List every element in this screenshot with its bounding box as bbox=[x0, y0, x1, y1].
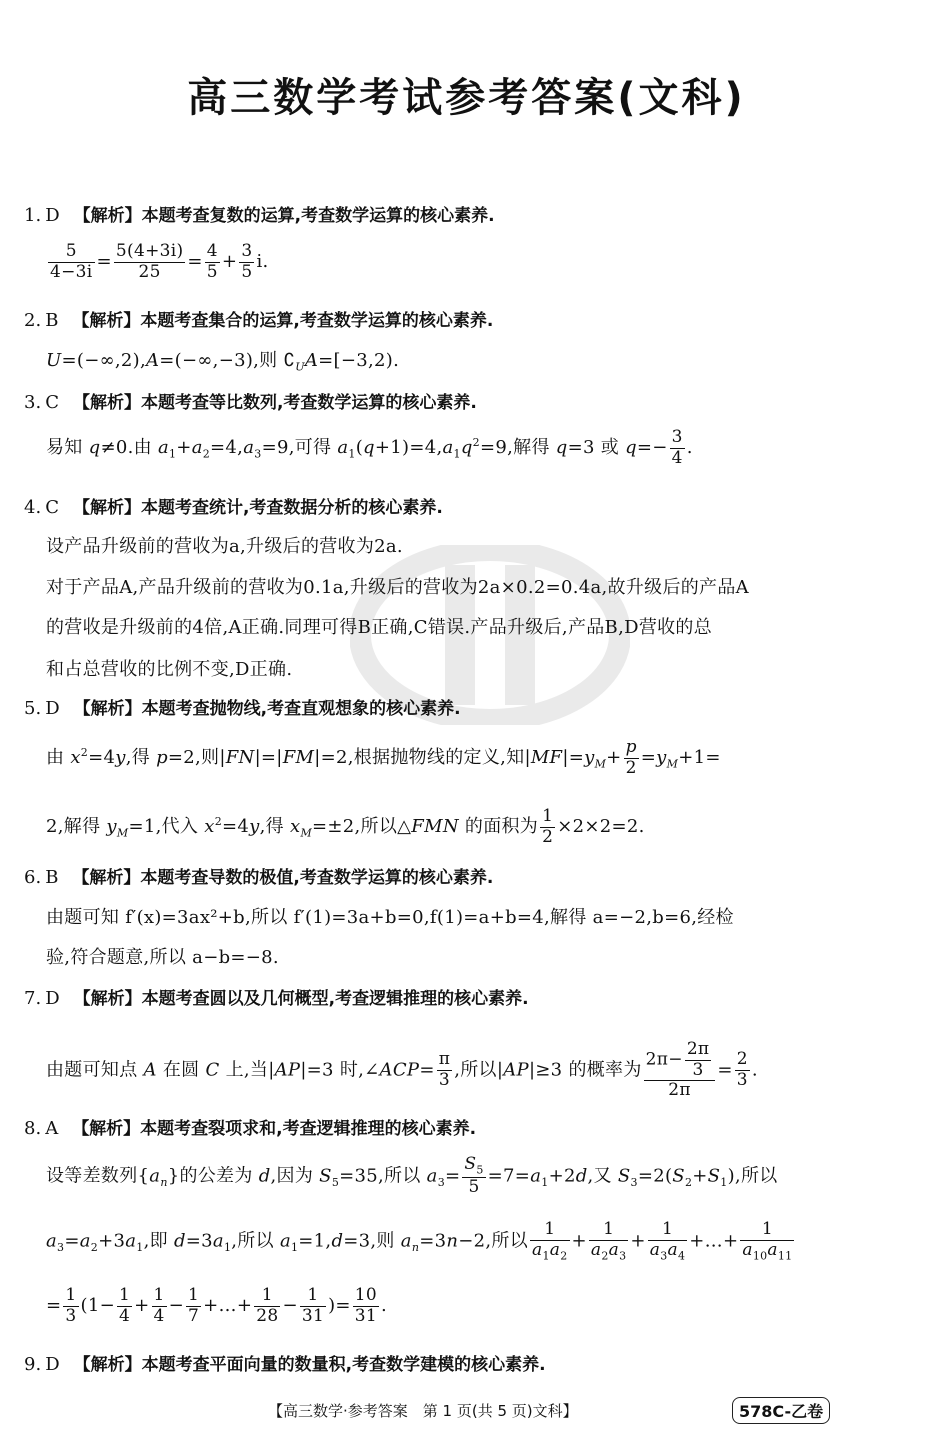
exam-code-badge: 578C-乙卷 bbox=[732, 1397, 830, 1424]
question-4-line-4: 和占总营收的比例不变,D正确. bbox=[46, 659, 293, 680]
question-6-header: 6. B 【解析】本题考查导数的极值,考查数学运算的核心素养. bbox=[24, 867, 494, 888]
question-1-header: 1. D 【解析】本题考查复数的运算,考查数学运算的核心素养. bbox=[24, 205, 495, 226]
question-3-header: 3. C 【解析】本题考查等比数列,考查数学运算的核心素养. bbox=[24, 392, 477, 413]
question-5-line-2: 2,解得 $y_M=1$,代入 $x^2=4y$,得 $x_M=\pm 2$,所以△FMN 的面积为 $\frac{1}{2}$ ×2×2=2. bbox=[46, 806, 645, 847]
question-1-formula: $\frac{5}{4-3i}$ = $\frac{5(4+3i)}{25}$ = $\frac{4}{5}$ + $\frac{3}{5}$ i. bbox=[50, 241, 269, 282]
question-8-header: 8. A 【解析】本题考查裂项求和,考查逻辑推理的核心素养. bbox=[24, 1118, 477, 1139]
page-footer: 【高三数学·参考答案 第 1 页(共 5 页)文科】 bbox=[268, 1402, 578, 1420]
question-2-header: 2. B 【解析】本题考查集合的运算,考查数学运算的核心素养. bbox=[24, 310, 494, 331]
question-6-line-2: 验,符合题意,所以 a−b=−8. bbox=[46, 947, 279, 968]
question-8-line-2: $a_3=a_2+3a_1$,即 $d=3a_1$,所以 $a_1=1,d=3$,则 $a_n=3n-2$,所以 $\frac{1}{a_1a_2}$ + $\frac{1}{a_2a_3}$ + $\frac{1}{a_3a_4}$ +…+ $\frac{1}{a_{10}a_{11}}$ bbox=[46, 1219, 793, 1262]
question-4-line-1: 设产品升级前的营收为a,升级后的营收为2a. bbox=[46, 536, 403, 557]
page-title: 高三数学考试参考答案(文科) bbox=[187, 75, 746, 121]
question-8-line-1: 设等差数列$\{a_n\}$的公差为 d,因为 $S_5=35$,所以 $a_3=$ $\frac{S_5}{5}$ $=7=a_1+2d$,又 $S_3=2(S_2+S_1)$,所以 bbox=[46, 1154, 778, 1198]
question-5-line-1: 由 $x^2=4y$,得 p=2,则|FN|=|FM|=2,根据抛物线的定义,知$|MF|=y_M+$ $\frac{p}{2}$ $=y_M+1=$ bbox=[46, 737, 721, 778]
question-7-formula: 由题可知点 A 在圆 C 上,当|AP|=3 时,∠ACP= $\frac{\pi}{3}$ ,所以|AP|≥3 的概率为 2π− $\frac{2\pi}{3}$ 2π = $\frac{2}{3}$ . bbox=[46, 1039, 758, 1101]
question-8-line-3: = $\frac{1}{3}$ (1− $\frac{1}{4}$ + $\frac{1}{4}$ − $\frac{1}{7}$ +…+ $\frac{1}{28}$ − $\frac{1}{31}$ )= $\frac{10}{31}$ . bbox=[46, 1285, 388, 1326]
question-5-header: 5. D 【解析】本题考查抛物线,考查直观想象的核心素养. bbox=[24, 698, 461, 719]
question-6-line-1: 由题可知 f′(x)=3ax²+b,所以 f′(1)=3a+b=0,f(1)=a+b=4,解得 a=−2,b=6,经检 bbox=[46, 907, 734, 928]
question-3-formula: 易知 q≠0.由 $a_1+a_2=4,a_3=9$,可得 $a_1(q+1)=4,a_1q^2=9$,解得 q=3 或 q=− $\frac{3}{4}$ . bbox=[46, 427, 693, 468]
question-4-line-3: 的营收是升级前的4倍,A正确.同理可得B正确,C错误.产品升级后,产品B,D营收的总 bbox=[46, 617, 713, 638]
question-2-formula: U=(−∞,2),A=(−∞,−3),则 $∁_UA=[-3,2)$. bbox=[46, 350, 400, 374]
question-9-header: 9. D 【解析】本题考查平面向量的数量积,考查数学建模的核心素养. bbox=[24, 1354, 546, 1375]
question-4-header: 4. C 【解析】本题考查统计,考查数据分析的核心素养. bbox=[24, 497, 443, 518]
question-7-header: 7. D 【解析】本题考查圆以及几何概型,考查逻辑推理的核心素养. bbox=[24, 988, 529, 1009]
question-4-line-2: 对于产品A,产品升级前的营收为0.1a,升级后的营收为2a×0.2=0.4a,故升级后的产品A bbox=[46, 577, 749, 598]
